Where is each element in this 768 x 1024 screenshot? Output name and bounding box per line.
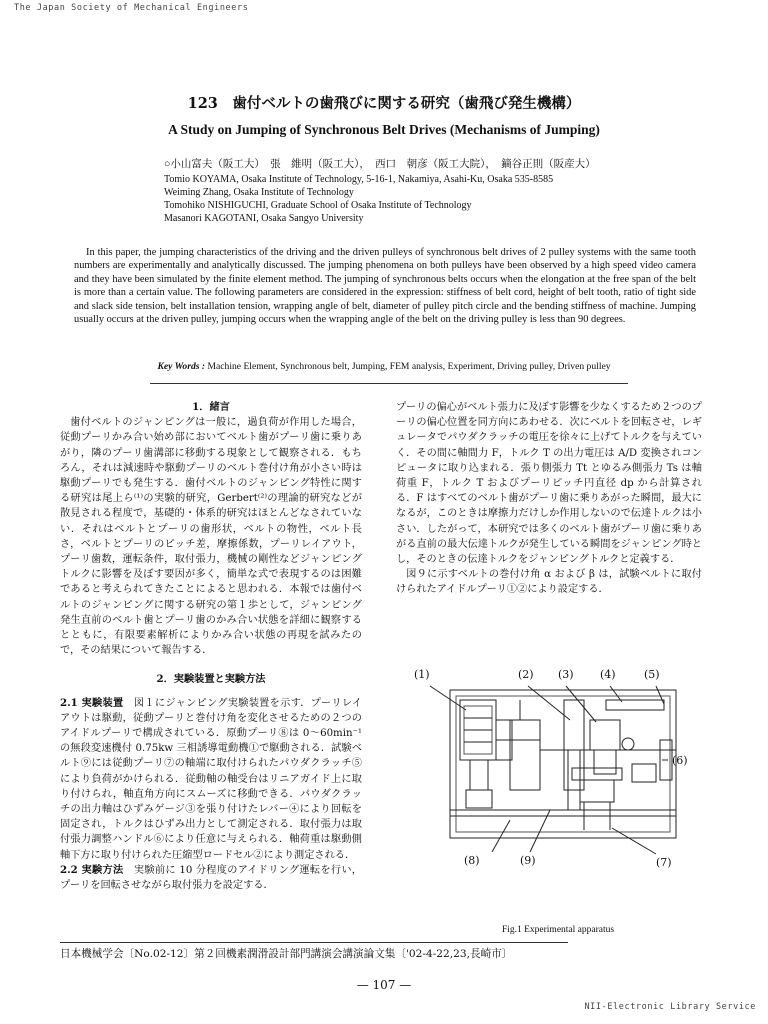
figure-label: (7) <box>656 856 672 869</box>
paper-title-english: A Study on Jumping of Synchronous Belt Drives (Mechanisms of Jumping) <box>168 122 600 137</box>
page-number: — 107 — <box>356 978 412 992</box>
footer-divider <box>60 942 568 943</box>
society-header: The Japan Society of Mechanical Engineers <box>14 3 249 13</box>
paper-title-japanese: 123 歯付ベルトの歯飛びに関する研究（歯飛び発生機構） <box>187 95 581 112</box>
apparatus-drawing <box>400 660 700 874</box>
abstract: In this paper, the jumping characteristics of the driving and the driven pulleys of synchronous belt drives of 2 pulley systems with the same tooth numbers are experimentally and analytically discussed. The jumping phenomena on both pulleys have been observed by a high speed video camera and they have been simulated by the finite element method. The jumping of synchronous belts occurs when the elongation at the free span of the belt is more than a certain value. The following parameters are considered in the expression: stiffness of belt cord, height of belt tooth, ratio of tight side and slack side tension, belt installation tension, wrapping angle of belt, diameter of pulley pitch circle and the bending stiffness of machine. Jumping usually occurs at the driven pulley, jumping occurs when the wrapping angle of the belt on the driving pulley is less than 90 degrees. <box>74 247 696 326</box>
section-2-1-heading: 2.1 実験装置 <box>60 696 124 709</box>
author-block <box>164 158 634 225</box>
figure-label: (4) <box>600 668 616 681</box>
figure-label: (6) <box>672 754 688 767</box>
figure-1 <box>400 660 700 874</box>
section-2-1-body: 図１にジャンピング実験装置を示す．プーリレイアウトは駆動，従動プーリと巻付け角を変化させるための２つのアイドルプーリで構成されている．原動プーリ⑧は 0～60min⁻¹ の無段変速機付 0.75kw 三相誘導電動機①で駆動される．試験ベルト⑨には従動プーリ⑦の軸端に取付けられたパウダクラッチ⑤により負荷がかけられる．従動軸の軸受台はリニアガイド上に取り付けられ，軸直角方向にスムーズに移動できる．パウダクラッチの出力軸はひずみゲージ③を張り付けたレバー④により回転を固定され，トルクはひずみ出力として測定される．取付張力は取付張力調整ハンドル⑥により任意に与えられる．軸荷重は駆動側軸下方に取り付けられた圧縮型ロードセル②により測定される． <box>60 697 362 861</box>
proceedings-footer: 日本機械学会〔No.02-12〕第２回機素潤滑設計部門講演会講演論文集〔'02-4-22,23,長崎市〕 <box>60 948 513 960</box>
author-line: Tomio KOYAMA, Osaka Institute of Technology, 5-16-1, Nakamiya, Asahi-Ku, Osaka 535-8585 <box>164 174 554 185</box>
figure-label: (3) <box>558 668 574 681</box>
keywords-text: Machine Element, Synchronous belt, Jumping, FEM analysis, Experiment, Driving pulley, Driven pulley <box>207 361 611 372</box>
figure-label: (2) <box>518 668 534 681</box>
section-2-1-paragraph <box>60 696 362 863</box>
section-2-2-heading: 2.2 実験方法 <box>60 863 124 876</box>
authors-japanese: ○小山富夫（阪工大） 張 維明（阪工大）， 西口 朝彦（阪工大院）， 鏑谷正則（阪産大） <box>164 159 596 170</box>
author-line: Tomohiko NISHIGUCHI, Graduate School of Osaka Institute of Technology <box>164 200 472 211</box>
right-column-paragraph-1: プーリの偏心がベルト張力に及ぼす影響を少なくするため２つのプーリの偏心位置を同方向にあわせる．次にベルトを回転させ，レギュレータでパウダクラッチの電圧を徐々に上げてトルクを与えていく．その間に軸間力 F，トルク T の出力電圧は A/D 変換されコンピュータに取り込まれる．張り側張力 Tt とゆるみ側張力 Ts は軸荷重 F，トルク T およびプーリピッチ円直径 dp から計算される．F はすべてのベルト歯がプーリ歯に乗りあがった瞬間，最大になるが，このときは摩擦力だけしか作用しないので伝達トルクは小さい．したがって，本研究では多くのベルト歯がプーリ歯に乗りあがる直前の最大伝達トルクが発生している瞬間をジャンピング時とし，そのときの伝達トルクをジャンピングトルクと定義する． <box>396 402 702 566</box>
section-2-heading: 2．実験装置と実験方法 <box>156 673 266 686</box>
archive-footer: NII-Electronic Library Service <box>584 1002 756 1012</box>
keywords-label: Key Words : <box>157 361 206 372</box>
figure-label: (1) <box>414 668 430 681</box>
figure-label: (5) <box>644 668 660 681</box>
left-column <box>60 400 362 893</box>
author-line: Masanori KAGOTANI, Osaka Sangyo University <box>164 213 364 224</box>
section-2-2-body: 実験前に 10 分程度のアイドリング運転を行い，プーリを回転させながら取付張力を設定する． <box>60 864 362 892</box>
section-1-body: 歯付ベルトのジャンピングは一般に，過負荷が作用した場合，従動プーリかみ合い始め部においてベルト歯がプーリ歯に乗りあがり，隣のプーリ歯溝部に移動する現象として観察される．もちろん，それは減速時や駆動プーリのベルト巻付け角が小さい時は駆動プーリでも発生する．歯付ベルトのジャンピング特性に関する研究は尾上ら⁽¹⁾の実験的研究，Gerbert⁽²⁾の理論的研究などが散見される程度で，基礎的・体系的研究はほとんどなされていない．それはベルトとプーリの歯形状，ベルトの物性，ベルト長さ，ベルトとプーリのピッチ差，摩擦係数，プーリレイアウト，プーリ歯数，運転条件，取付張力，機械の剛性などジャンピングトルクに影響を及ぼす要因が多く，簡単な式で表現するのは困難であると考えられてきたことによると思われる．本報では歯付ベルトのジャンピングに関する研究の第１歩として，ジャンピング発生直前のベルト歯とプーリ歯のかみ合い状態を詳細に観察するとともに，有限要素解析によりかみ合い状態の再現を試みたので，その結果について報告する． <box>60 417 362 657</box>
figure-label: (9) <box>520 854 536 867</box>
author-line: Weiming Zhang, Osaka Institute of Technology <box>164 187 354 198</box>
section-2-2-paragraph <box>60 863 362 893</box>
section-1-heading: 1．緒言 <box>192 401 230 413</box>
figure-label: (8) <box>464 854 480 867</box>
figure-caption: Fig.1 Experimental apparatus <box>501 925 615 935</box>
right-column-paragraph-2: 図９に示すベルトの巻付け角 α および β は，試験ベルトに取付けられたアイドルプーリ①②により設定する． <box>396 569 702 596</box>
right-column <box>396 400 702 598</box>
keywords <box>0 361 768 372</box>
divider <box>150 383 628 384</box>
